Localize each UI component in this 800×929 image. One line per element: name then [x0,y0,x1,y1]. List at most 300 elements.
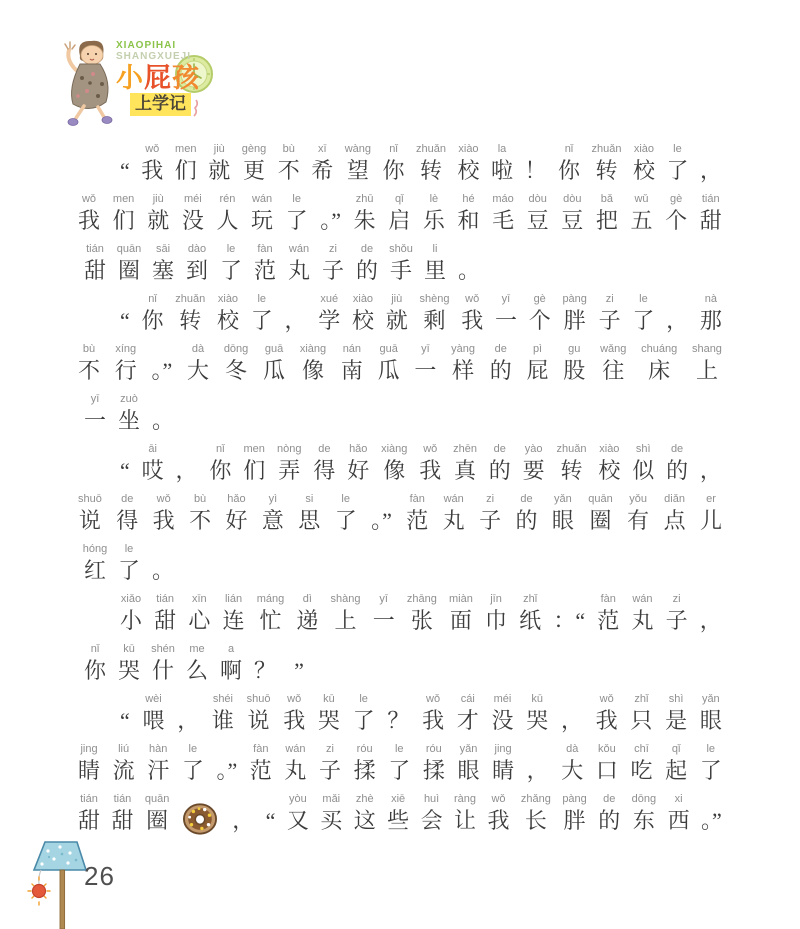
char-unit [461,293,483,336]
pinyin-annotation: a [227,643,235,655]
char-unit [598,443,620,486]
char-unit [153,493,175,536]
pinyin-annotation: nǐ [216,443,225,455]
char-unit [666,443,688,486]
hanzi-text: 这 [353,808,376,833]
hanzi-text: 说 [247,708,270,733]
char-unit [120,443,130,486]
hanzi-text: 的 [489,358,512,383]
logo-pinyin-line2: SHANGXUEJI [116,51,192,62]
pinyin-annotation: xiàng [299,343,327,355]
pinyin-annotation: xīn [192,593,207,605]
pinyin-annotation: dà [191,343,205,355]
char-unit [247,693,271,736]
pinyin-annotation: de [603,793,616,805]
pinyin-annotation: róu [356,743,373,755]
char-unit [422,693,444,736]
char-unit [527,743,549,786]
hanzi-text: 流 [112,758,135,783]
char-unit [318,693,340,736]
pinyin-annotation: dào [187,243,207,255]
pinyin-annotation: shàng [330,593,361,605]
char-unit [631,193,653,236]
logo-subtitle: 上学记 [130,93,191,116]
pinyin-annotation: de [493,443,506,455]
pinyin-annotation: chuáng [641,343,678,355]
char-unit [666,143,688,186]
text-line [78,686,722,736]
pinyin-annotation: yī [379,593,388,605]
hanzi-text: 圈 [146,808,169,833]
pinyin-annotation: wǒ [145,143,160,155]
hanzi-text: ， [175,458,198,483]
hanzi-text: 校 [216,308,239,333]
pinyin-annotation: fàn [409,493,425,505]
char-unit [700,443,722,486]
char-unit [296,593,318,636]
hanzi-text: ， [284,308,307,333]
pinyin-annotation: de [360,243,374,255]
char-unit [177,693,199,736]
char-unit [527,343,549,386]
hanzi-text: 和 [457,208,480,233]
char-unit [152,343,173,386]
hanzi-text: 忙 [259,608,282,633]
pinyin-annotation: wán [285,743,306,755]
hanzi-text: 上 [695,358,718,383]
hanzi-text: 不 [189,508,212,533]
char-unit [414,343,436,386]
hanzi-text: 一 [414,358,437,383]
char-unit [561,693,583,736]
pinyin-annotation: nǐ [148,293,157,305]
pinyin-annotation: wèi [145,693,162,705]
pinyin-annotation: le [706,743,715,755]
char-unit [700,493,722,536]
pinyin-annotation: dòu [563,193,582,205]
char-unit [287,793,309,836]
char-unit [633,143,655,186]
char-unit [387,793,409,836]
hanzi-text: 谁 [211,708,234,733]
pinyin-annotation: er [706,493,716,505]
hanzi-text: 你 [209,458,232,483]
char-unit [311,143,333,186]
book-logo [60,34,240,134]
pinyin-annotation: zi [329,243,337,255]
hanzi-text: 巾 [485,608,508,633]
pinyin-annotation: xiē [391,793,406,805]
char-unit [700,193,722,236]
hanzi-text: 范 [253,258,276,283]
hanzi-text: 校 [457,158,480,183]
pinyin-annotation: fàn [257,243,273,255]
char-unit [418,243,452,286]
hanzi-text: 的 [515,508,538,533]
hanzi-text: 们 [112,208,135,233]
pinyin-annotation: le [341,493,350,505]
hanzi-text: 没 [491,708,514,733]
char-unit [523,443,545,486]
hanzi-text: 思 [298,508,321,533]
hanzi-text: 床 [648,358,671,383]
pinyin-annotation: zhǐ [634,693,649,705]
char-unit [319,743,341,786]
char-unit [284,293,306,336]
char-unit [632,793,656,836]
char-unit [561,193,583,236]
char-unit [154,593,176,636]
char-unit [387,693,409,736]
char-unit [146,393,180,436]
char-unit [147,743,169,786]
pinyin-annotation: tián [80,793,98,805]
hanzi-text: 往 [602,358,625,383]
hanzi-text: 让 [454,808,477,833]
pinyin-annotation: men [243,443,265,455]
char-unit [562,793,586,836]
char-unit [373,593,395,636]
pinyin-annotation: qǐ [394,193,404,205]
char-unit [553,593,585,636]
char-unit [599,293,621,336]
hanzi-text: 连 [222,608,245,633]
hanzi-text: 什 [151,658,174,683]
pinyin-annotation: guā [379,343,398,355]
pinyin-annotation: bǎ [600,193,614,205]
pinyin-annotation: xiǎo [120,593,142,605]
hanzi-text: 到 [185,258,208,283]
char-unit [248,643,282,686]
hanzi-text: 范 [249,758,272,783]
hanzi-text: 好 [225,508,248,533]
char-unit [113,743,135,786]
char-unit [347,443,369,486]
pinyin-annotation: men [175,143,197,155]
hanzi-text: 吃 [630,758,653,783]
hanzi-text: 只 [630,708,653,733]
char-unit [454,793,476,836]
pinyin-annotation: zi [605,293,614,305]
hanzi-text: 你 [382,158,405,183]
pinyin-annotation: le [226,243,236,255]
pinyin-annotation: yàng [451,343,476,355]
hanzi-text: 丸 [284,758,307,783]
hanzi-text: 意 [261,508,284,533]
hanzi-text: “ [265,808,276,833]
hanzi-text: 了 [181,758,204,783]
hanzi-text: 儿 [699,508,722,533]
hanzi-text: 手 [389,258,412,283]
hanzi-text: 豆 [526,208,549,233]
pinyin-annotation: le [188,743,198,755]
pinyin-annotation: dòu [528,193,547,205]
hanzi-text: 校 [598,458,621,483]
pinyin-annotation: qǐ [671,743,681,755]
hanzi-text: 张 [410,608,433,633]
char-unit [212,693,234,736]
text-line [78,136,722,186]
pinyin-annotation: yī [90,393,100,405]
hanzi-text: 的 [355,258,378,283]
pinyin-annotation: zi [326,743,334,755]
char-unit [449,593,473,636]
char-unit [335,493,357,536]
pinyin-annotation: tián [156,593,175,605]
hanzi-text: ， [232,808,255,833]
char-unit [452,243,486,286]
pinyin-annotation: máo [492,193,514,205]
pinyin-annotation: tián [113,793,132,805]
hanzi-text: 递 [296,608,319,633]
pinyin-annotation: la [497,143,507,155]
pinyin-annotation: yī [421,343,430,355]
char-unit [419,293,449,336]
char-unit [116,493,138,536]
pinyin-annotation: zhuǎn [175,293,206,305]
hanzi-text: 范 [406,508,429,533]
logo-title-char: 孩 [172,63,200,93]
pinyin-annotation: quān [144,793,170,805]
char-unit [262,493,284,536]
hanzi-text: 豆 [561,208,584,233]
hanzi-text: 一 [83,408,106,433]
hanzi-text: 。 [151,408,174,433]
hanzi-text: 了 [352,708,375,733]
char-unit [286,193,308,236]
pinyin-annotation: hǎo [349,443,368,455]
pinyin-annotation: kǒu [598,743,616,755]
char-unit [182,193,204,236]
char-unit [142,293,164,336]
char-unit [371,493,392,536]
char-unit [627,493,649,536]
hanzi-text: 得 [116,508,139,533]
hanzi-text: 丸 [442,508,465,533]
hanzi-text: 校 [351,308,374,333]
char-unit [142,443,164,486]
char-unit [146,543,180,586]
hanzi-text: 不 [78,358,101,383]
hanzi-text: 又 [286,808,309,833]
pinyin-annotation: jiù [213,143,225,155]
hanzi-text: 口 [595,758,618,783]
hanzi-text: 我 [461,308,484,333]
pinyin-annotation: shì [635,443,651,455]
hanzi-text: 样 [452,358,475,383]
char-unit [146,643,180,686]
hanzi-text: 个 [665,208,688,233]
pinyin-annotation: gu [568,343,581,355]
char-unit [353,693,375,736]
hanzi-text: 大 [561,758,584,783]
pinyin-annotation: de [121,493,134,505]
hanzi-text: 甜 [154,608,177,633]
pinyin-annotation: kū [531,693,544,705]
pinyin-annotation: zi [486,493,495,505]
pinyin-annotation: mǎi [322,793,341,805]
hanzi-text: 瓜 [263,358,286,383]
pinyin-annotation: wán [443,493,464,505]
char-unit [521,793,551,836]
char-unit [563,343,585,386]
char-unit [631,743,653,786]
hanzi-text: 丸 [287,258,310,283]
char-unit [251,293,273,336]
hanzi-text: 胖 [563,808,586,833]
hanzi-text: ， [526,758,549,783]
char-unit [277,443,301,486]
char-unit [209,443,231,486]
char-unit [562,293,586,336]
hanzi-text: 了 [250,308,273,333]
pinyin-annotation: de [494,343,507,355]
pinyin-annotation: si [305,493,314,505]
hanzi-text: 你 [83,658,106,683]
pinyin-annotation: hàn [149,743,168,755]
char-unit [632,293,654,336]
hanzi-text: 我 [419,458,442,483]
hanzi-text: 点 [663,508,686,533]
char-unit [112,643,146,686]
hanzi-text: 甜 [78,808,101,833]
char-unit [216,193,238,236]
pinyin-annotation: dōng [223,343,249,355]
pinyin-annotation: jiù [152,193,164,205]
char-unit [318,293,340,336]
char-unit [701,793,722,836]
hanzi-text: 。” [371,508,392,533]
char-unit [266,793,276,836]
pinyin-annotation: sāi [155,243,171,255]
hanzi-text: 了 [285,208,308,233]
pinyin-annotation: xiào [352,293,374,305]
hanzi-text: 甜 [83,258,106,283]
hanzi-text: 没 [181,208,204,233]
pinyin-annotation: kū [323,693,335,705]
pinyin-annotation: jiù [391,293,403,305]
hanzi-text: 你 [557,158,580,183]
pinyin-annotation: xiào [633,143,655,155]
pinyin-annotation: zhuǎn [556,443,587,455]
hanzi-text: 一 [372,608,395,633]
char-unit [597,593,619,636]
char-unit [443,493,465,536]
char-unit [146,243,180,286]
pinyin-annotation: zhǐ [523,593,538,605]
char-unit [208,143,230,186]
hanzi-text: 得 [313,458,336,483]
char-unit [78,393,112,436]
char-unit [187,343,209,386]
pinyin-annotation: xi [674,793,683,805]
hanzi-text: 子 [319,758,342,783]
char-unit [263,343,285,386]
hanzi-text: 南 [340,358,363,383]
hanzi-text: 。 [457,258,480,283]
hanzi-text: “ [120,458,130,483]
char-unit [217,293,239,336]
hanzi-text: 转 [595,158,618,183]
char-unit [354,743,376,786]
char-unit [665,193,687,236]
pinyin-annotation: wǒ [287,693,302,705]
char-unit [147,193,169,236]
pinyin-annotation: zuò [120,393,138,405]
hanzi-text: 了 [666,158,689,183]
pinyin-annotation: lè [429,193,439,205]
pinyin-annotation: guā [264,343,284,355]
hanzi-text: 我 [595,708,618,733]
pinyin-annotation: nòng [277,443,302,455]
char-unit [248,243,282,286]
pinyin-annotation: bù [282,143,295,155]
pinyin-annotation: dì [302,593,312,605]
hanzi-text: 冬 [225,358,248,383]
hanzi-text: 校 [632,158,655,183]
pinyin-annotation: gèng [241,143,267,155]
char-unit [491,143,513,186]
pinyin-annotation: le [257,293,266,305]
pinyin-annotation: wǒ [156,493,171,505]
pinyin-annotation: wán [632,593,653,605]
pinyin-annotation: le [292,193,301,205]
char-unit [526,693,548,736]
hanzi-text: 的 [666,458,689,483]
pinyin-annotation: bù [82,343,96,355]
pinyin-annotation: le [639,293,648,305]
pinyin-annotation: méi [183,193,202,205]
hanzi-text: 乐 [422,208,445,233]
pinyin-annotation: xiàng [381,443,408,455]
pinyin-annotation: hé [462,193,475,205]
hanzi-text: 屁 [526,358,549,383]
pinyin-annotation: de [318,443,331,455]
char-unit [596,743,618,786]
pinyin-annotation: xiào [458,143,479,155]
pinyin-annotation: le [394,743,404,755]
char-unit [282,243,316,286]
hanzi-text: 眼 [551,508,574,533]
pinyin-annotation: yì [268,493,278,505]
hanzi-text: 子 [321,258,344,283]
pinyin-annotation: wǒ [599,693,614,705]
char-unit [175,443,197,486]
char-unit [341,343,363,386]
char-unit [316,243,350,286]
hanzi-text: ？ [387,708,410,733]
pinyin-annotation: zhè [355,793,374,805]
page-number: 26 [84,861,115,891]
char-unit [78,543,112,586]
char-unit [558,143,580,186]
pinyin-annotation: rén [219,193,236,205]
char-unit [320,193,341,236]
hanzi-text: 睛 [78,758,101,783]
pinyin-annotation: shang [691,343,722,355]
pinyin-annotation: nà [704,293,718,305]
hanzi-text: 。” [701,808,722,833]
char-unit [665,743,687,786]
hanzi-text: 里 [423,258,446,283]
hanzi-text: 行 [114,358,137,383]
char-unit [668,793,690,836]
hanzi-text: 把 [595,208,618,233]
char-unit [641,343,677,386]
pinyin-annotation: miàn [449,593,473,605]
pinyin-annotation: shéi [212,693,233,705]
hanzi-text: 就 [385,308,408,333]
